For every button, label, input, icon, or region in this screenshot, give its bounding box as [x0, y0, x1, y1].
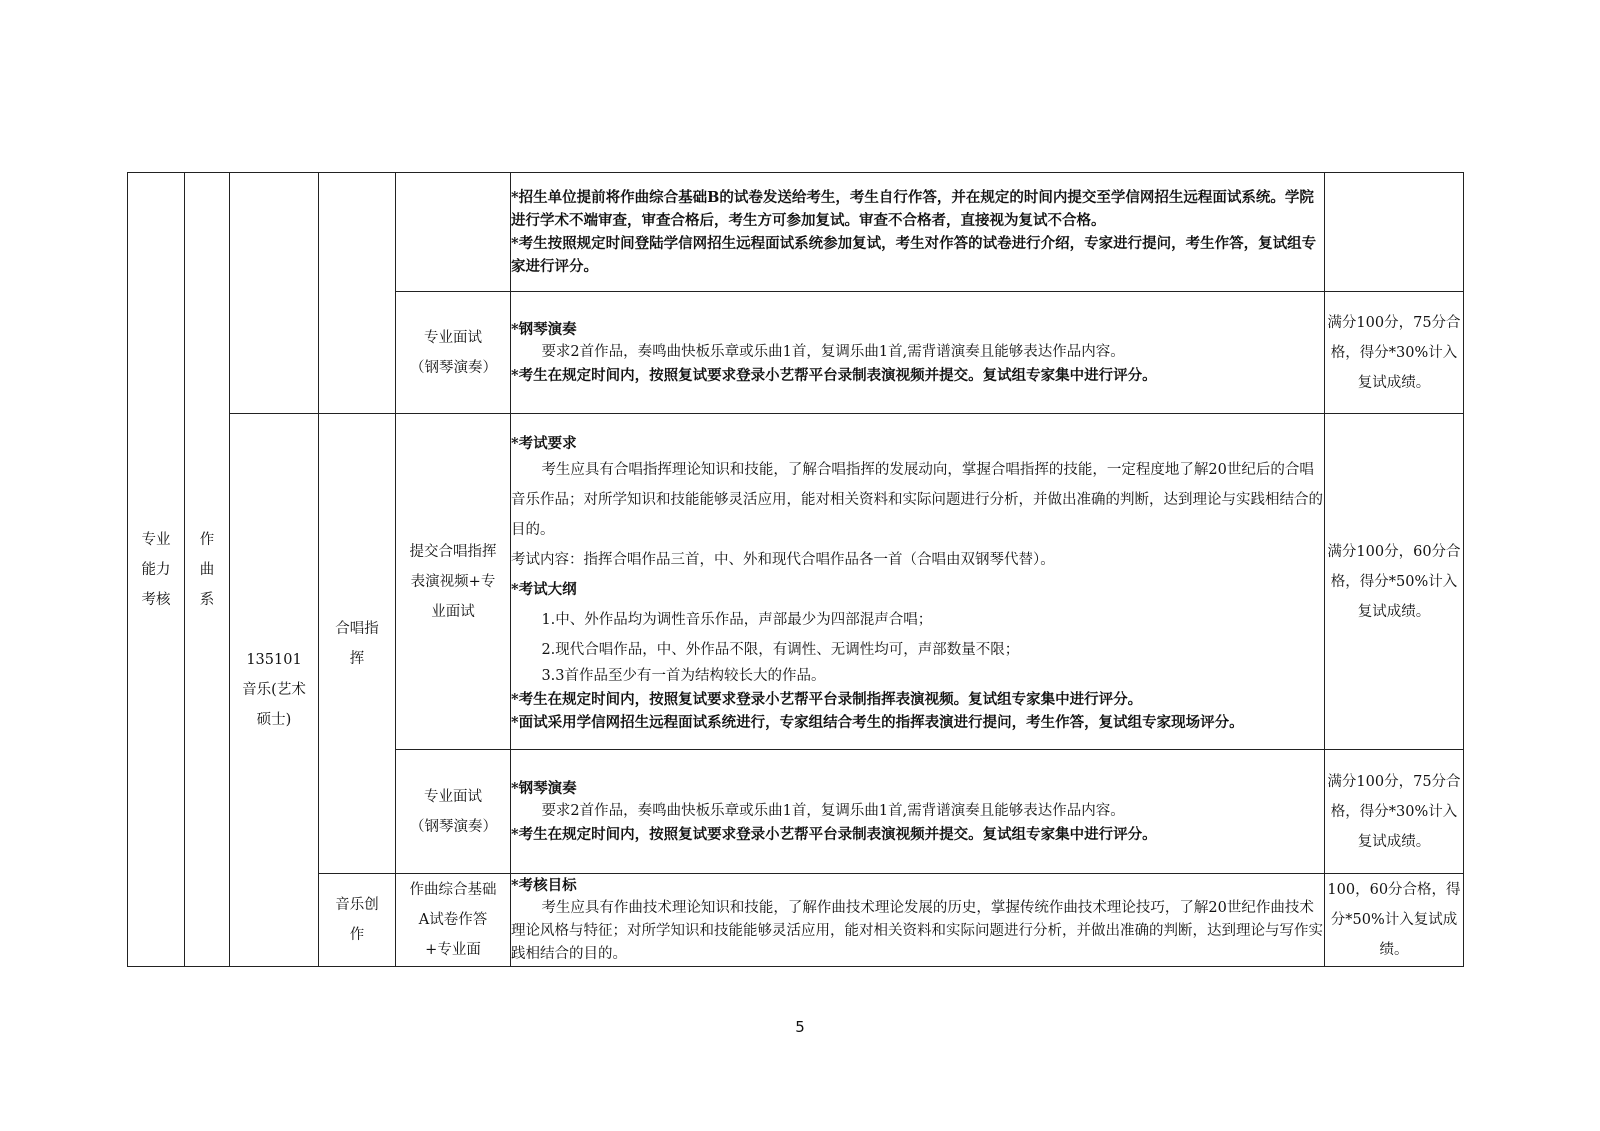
subject-cell-empty	[396, 173, 511, 292]
r2-content: *钢琴演奏 要求2首作品，奏鸣曲快板乐章或乐曲1首，复调乐曲1首,需背谱演奏且能够表达作品内容。 *考生在规定时间内，按照复试要求登录小艺帮平台录制表演视频并提交。复试组专家集中进行评分。	[511, 292, 1325, 414]
r5-score: 100，60分合格，得分*50%计入复试成绩。	[1325, 874, 1464, 967]
page-number: 5	[795, 1018, 805, 1036]
r5-content: *考核目标 考生应具有作曲技术理论知识和技能，了解作曲技术理论发展的历史，掌握传统作曲技术理论技巧，了解20世纪作曲技术理论风格与特征；对所学知识和技能能够灵活应用，能对相关资料和实际问题进行分析，并做出准确的判断，达到理论与写作实践相结合的目的。	[511, 874, 1325, 967]
r3-score: 满分100分，60分合格，得分*50%计入复试成绩。	[1325, 414, 1464, 750]
outline-item: 3.3首作品至少有一首为结构较长大的作品。	[541, 668, 826, 684]
r5-direction: 音乐创作	[319, 874, 396, 967]
category-cell: 专业能力考核	[128, 173, 185, 967]
outline-item: 2.现代合唱作品，中、外作品不限，有调性、无调性均可，声部数量不限；	[541, 642, 1020, 658]
r3-direction: 合唱指挥	[319, 414, 396, 874]
direction-cell-empty	[319, 173, 396, 414]
r3-content: *考试要求 考生应具有合唱指挥理论知识和技能，了解合唱指挥的发展动向，掌握合唱指挥的技能，一定程度地了解20世纪后的合唱音乐作品；对所学知识和技能能够灵活应用，能对相关资料和实际问题进行分析，并做出准确的判断，达到理论与实践相结合的目的。 考试内容：指挥合唱作品三首，中、外和现代合唱作品各一首（合唱由双钢琴代替）。 *考试大纲 1.中、外作品均为调性音乐作品，声部最少为四部混声合唱； 2.现代合唱作品，中、外作品不限，有调性、无调性均可，声部数量不限； 3.3首作品至少有一首为结构较长大的作品。 *考生在规定时间内，按照复试要求登录小艺帮平台录制指挥表演视频。复试组专家集中进行评分。 *面试采用学信网招生远程面试系统进行，专家组结合考生的指挥表演进行提问，考生作答，复试组专家现场评分。	[511, 414, 1325, 750]
major-cell: 135101音乐(艺术硕士)	[230, 414, 319, 967]
major-cell-empty	[230, 173, 319, 414]
r2-subject: 专业面试（钢琴演奏）	[396, 292, 511, 414]
r4-content: *钢琴演奏 要求2首作品，奏鸣曲快板乐章或乐曲1首，复调乐曲1首,需背谱演奏且能够表达作品内容。 *考生在规定时间内，按照复试要求登录小艺帮平台录制表演视频并提交。复试组专家集中进行评分。	[511, 750, 1325, 874]
r1-score-empty	[1325, 173, 1464, 292]
r3-subject: 提交合唱指挥表演视频+专业面试	[396, 414, 511, 750]
r5-subject: 作曲综合基础A试卷作答+专业面	[396, 874, 511, 967]
department-cell: 作曲系	[185, 173, 230, 967]
r4-score: 满分100分，75分合格，得分*30%计入复试成绩。	[1325, 750, 1464, 874]
r2-score: 满分100分，75分合格，得分*30%计入复试成绩。	[1325, 292, 1464, 414]
r1-content: *招生单位提前将作曲综合基础B的试卷发送给考生，考生自行作答，并在规定的时间内提交至学信网招生远程面试系统。学院进行学术不端审查，审查合格后，考生方可参加复试。审查不合格者，直接视为复试不合格。 *考生按照规定时间登陆学信网招生远程面试系统参加复试，考生对作答的试卷进行介绍，专家进行提问，考生作答，复试组专家进行评分。	[511, 173, 1325, 292]
requirements-table	[127, 172, 1464, 967]
r4-subject: 专业面试（钢琴演奏）	[396, 750, 511, 874]
outline-item: 1.中、外作品均为调性音乐作品，声部最少为四部混声合唱；	[541, 612, 933, 628]
